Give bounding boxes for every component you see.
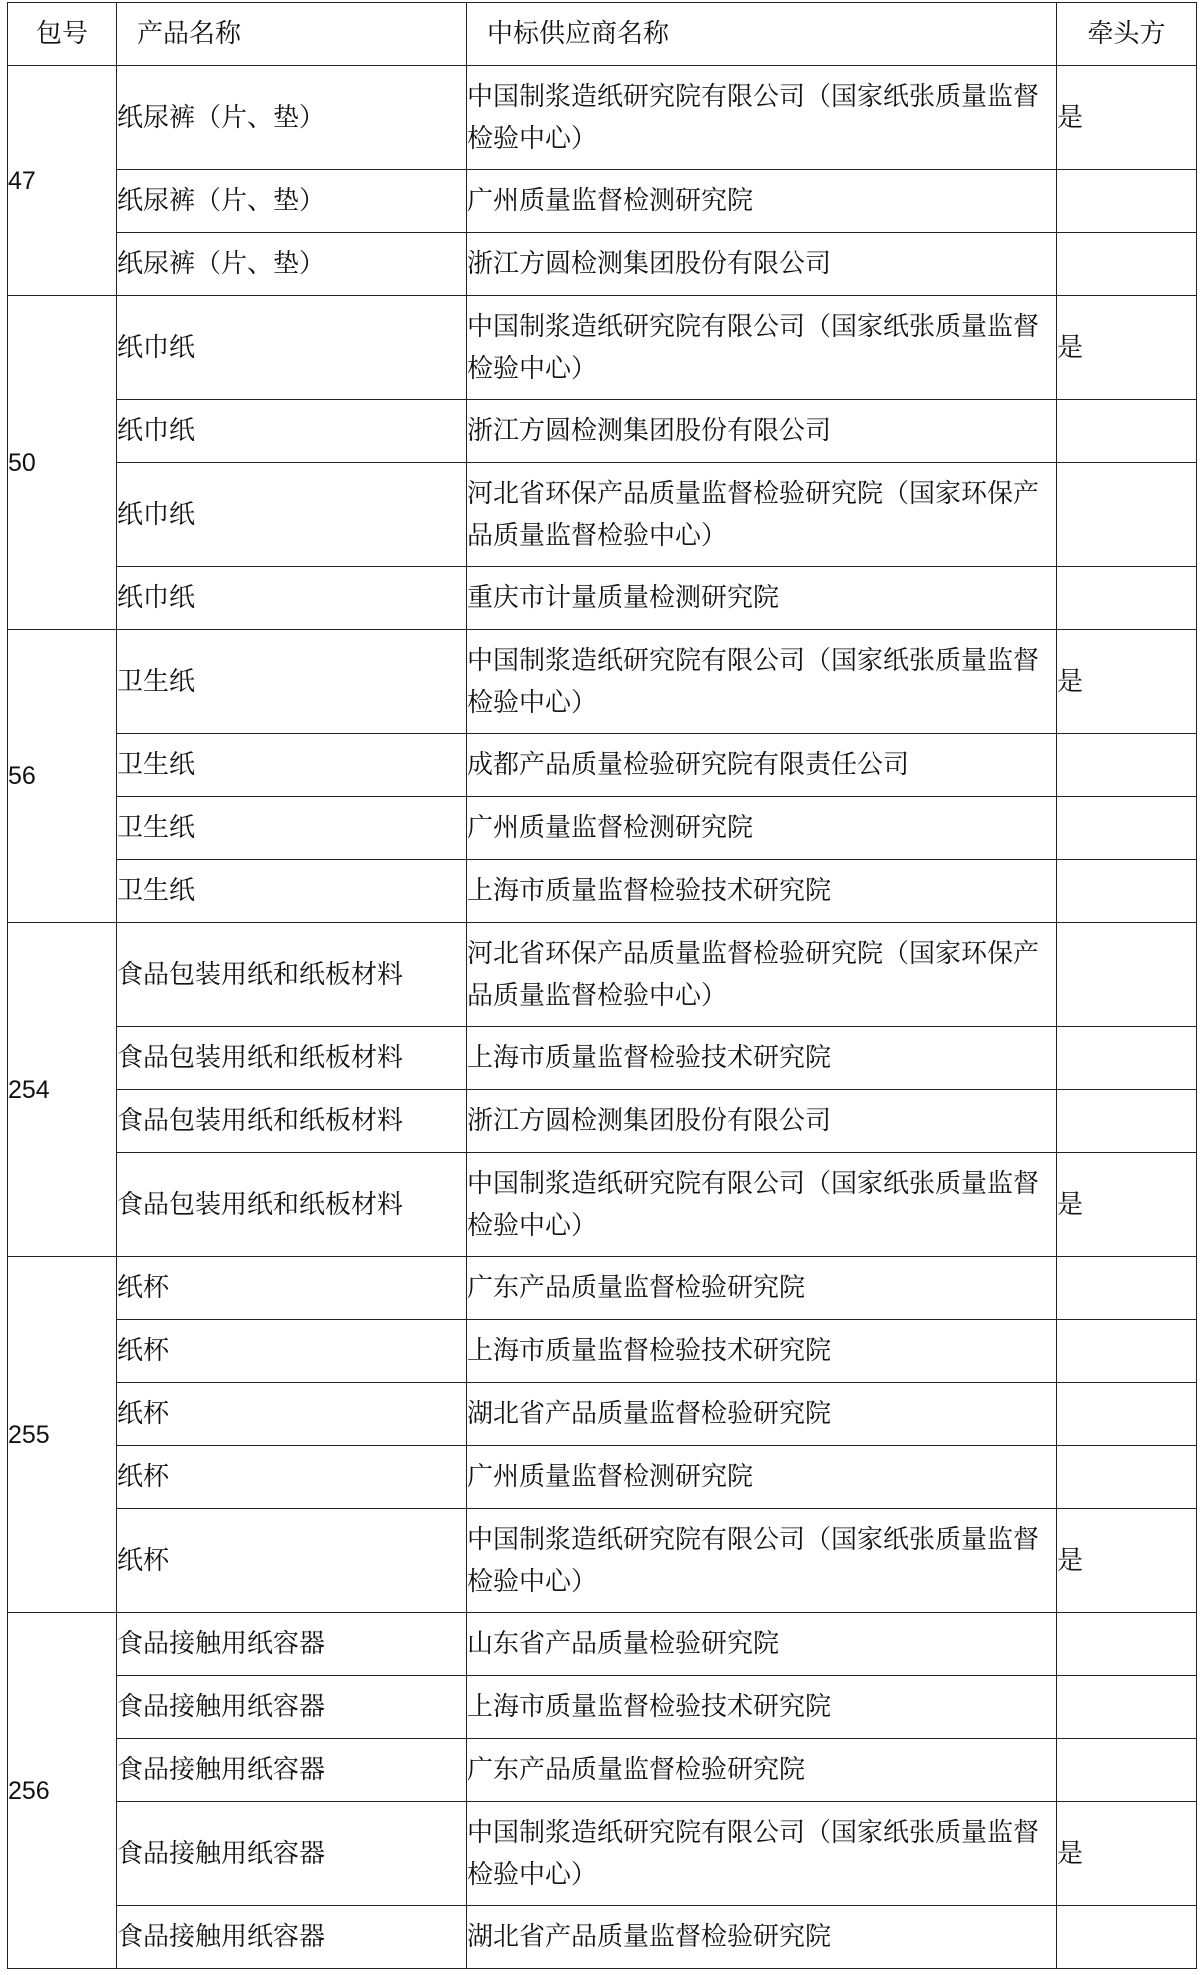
header-package: 包号: [8, 3, 117, 66]
product-name: 卫生纸: [117, 734, 467, 797]
header-supplier: 中标供应商名称: [467, 3, 1057, 66]
supplier-name: 中国制浆造纸研究院有限公司（国家纸张质量监督检验中心）: [467, 66, 1057, 170]
package-number: 50: [8, 296, 117, 630]
table-row: [8, 1090, 1197, 1153]
supplier-name: 浙江方圆检测集团股份有限公司: [467, 400, 1057, 463]
supplier-name: 广东产品质量监督检验研究院: [467, 1257, 1057, 1320]
product-name: 纸杯: [117, 1257, 467, 1320]
product-name: 食品接触用纸容器: [117, 1906, 467, 1969]
table-row: [8, 734, 1197, 797]
lead-flag: [1057, 1090, 1197, 1153]
lead-flag: [1057, 1320, 1197, 1383]
product-name: 卫生纸: [117, 860, 467, 923]
package-number: 47: [8, 66, 117, 296]
lead-flag: [1057, 1676, 1197, 1739]
product-name: 卫生纸: [117, 630, 467, 734]
table-row: [8, 170, 1197, 233]
product-name: 纸尿裤（片、垫）: [117, 170, 467, 233]
package-number: 255: [8, 1257, 117, 1613]
lead-flag: [1057, 463, 1197, 567]
lead-flag: [1057, 923, 1197, 1027]
package-number: 254: [8, 923, 117, 1257]
lead-flag: 是: [1057, 1509, 1197, 1613]
package-number: 56: [8, 630, 117, 923]
table-row: [8, 1906, 1197, 1969]
product-name: 纸巾纸: [117, 463, 467, 567]
supplier-name: 广东产品质量监督检验研究院: [467, 1739, 1057, 1802]
supplier-name: 成都产品质量检验研究院有限责任公司: [467, 734, 1057, 797]
table-row: [8, 1613, 1197, 1676]
lead-flag: [1057, 233, 1197, 296]
lead-flag: [1057, 860, 1197, 923]
product-name: 食品包装用纸和纸板材料: [117, 1153, 467, 1257]
product-name: 纸杯: [117, 1320, 467, 1383]
supplier-name: 浙江方圆检测集团股份有限公司: [467, 233, 1057, 296]
supplier-name: 河北省环保产品质量监督检验研究院（国家环保产品质量监督检验中心）: [467, 463, 1057, 567]
table-row: [8, 296, 1197, 400]
product-name: 纸杯: [117, 1509, 467, 1613]
table-row: [8, 66, 1197, 170]
table-row: [8, 1320, 1197, 1383]
supplier-name: 上海市质量监督检验技术研究院: [467, 1320, 1057, 1383]
supplier-name: 中国制浆造纸研究院有限公司（国家纸张质量监督检验中心）: [467, 1509, 1057, 1613]
table-row: [8, 567, 1197, 630]
lead-flag: [1057, 400, 1197, 463]
header-product: 产品名称: [117, 3, 467, 66]
lead-flag: [1057, 797, 1197, 860]
table-row: [8, 1802, 1197, 1906]
table-row: [8, 1257, 1197, 1320]
table-row: [8, 1509, 1197, 1613]
supplier-name: 中国制浆造纸研究院有限公司（国家纸张质量监督检验中心）: [467, 1802, 1057, 1906]
supplier-name: 上海市质量监督检验技术研究院: [467, 1027, 1057, 1090]
package-number: 256: [8, 1613, 117, 1969]
product-name: 食品接触用纸容器: [117, 1676, 467, 1739]
lead-flag: [1057, 1257, 1197, 1320]
supplier-name: 浙江方圆检测集团股份有限公司: [467, 1090, 1057, 1153]
lead-flag: 是: [1057, 296, 1197, 400]
table-row: [8, 233, 1197, 296]
header-lead: 牵头方: [1057, 3, 1197, 66]
supplier-name: 上海市质量监督检验技术研究院: [467, 860, 1057, 923]
supplier-name: 中国制浆造纸研究院有限公司（国家纸张质量监督检验中心）: [467, 1153, 1057, 1257]
lead-flag: [1057, 734, 1197, 797]
product-name: 纸巾纸: [117, 567, 467, 630]
table-body: [8, 66, 1197, 1969]
supplier-name: 广州质量监督检测研究院: [467, 797, 1057, 860]
product-name: 卫生纸: [117, 797, 467, 860]
product-name: 纸杯: [117, 1383, 467, 1446]
lead-flag: [1057, 1383, 1197, 1446]
lead-flag: 是: [1057, 1802, 1197, 1906]
supplier-name: 中国制浆造纸研究院有限公司（国家纸张质量监督检验中心）: [467, 296, 1057, 400]
supplier-name: 广州质量监督检测研究院: [467, 1446, 1057, 1509]
table-row: [8, 1739, 1197, 1802]
product-name: 食品包装用纸和纸板材料: [117, 1090, 467, 1153]
product-name: 纸巾纸: [117, 296, 467, 400]
table-row: [8, 923, 1197, 1027]
supplier-name: 广州质量监督检测研究院: [467, 170, 1057, 233]
product-name: 纸尿裤（片、垫）: [117, 66, 467, 170]
lead-flag: [1057, 1446, 1197, 1509]
product-name: 食品包装用纸和纸板材料: [117, 923, 467, 1027]
product-name: 纸尿裤（片、垫）: [117, 233, 467, 296]
table-row: [8, 400, 1197, 463]
lead-flag: [1057, 1739, 1197, 1802]
lead-flag: [1057, 567, 1197, 630]
table-row: [8, 1153, 1197, 1257]
lead-flag: 是: [1057, 66, 1197, 170]
header-row: [8, 3, 1197, 66]
supplier-name: 山东省产品质量检验研究院: [467, 1613, 1057, 1676]
product-name: 食品接触用纸容器: [117, 1739, 467, 1802]
supplier-name: 中国制浆造纸研究院有限公司（国家纸张质量监督检验中心）: [467, 630, 1057, 734]
table-row: [8, 797, 1197, 860]
lead-flag: [1057, 1906, 1197, 1969]
supplier-name: 重庆市计量质量检测研究院: [467, 567, 1057, 630]
product-name: 纸杯: [117, 1446, 467, 1509]
table-row: [8, 463, 1197, 567]
lead-flag: [1057, 170, 1197, 233]
product-name: 食品接触用纸容器: [117, 1802, 467, 1906]
lead-flag: [1057, 1027, 1197, 1090]
table-row: [8, 1446, 1197, 1509]
supplier-name: 上海市质量监督检验技术研究院: [467, 1676, 1057, 1739]
table-row: [8, 1027, 1197, 1090]
supplier-name: 湖北省产品质量监督检验研究院: [467, 1383, 1057, 1446]
lead-flag: [1057, 1613, 1197, 1676]
table-row: [8, 630, 1197, 734]
product-name: 纸巾纸: [117, 400, 467, 463]
table-row: [8, 1383, 1197, 1446]
lead-flag: 是: [1057, 1153, 1197, 1257]
supplier-name: 湖北省产品质量监督检验研究院: [467, 1906, 1057, 1969]
bid-results-table: [7, 2, 1197, 1969]
table-row: [8, 1676, 1197, 1739]
product-name: 食品接触用纸容器: [117, 1613, 467, 1676]
product-name: 食品包装用纸和纸板材料: [117, 1027, 467, 1090]
lead-flag: 是: [1057, 630, 1197, 734]
table-row: [8, 860, 1197, 923]
supplier-name: 河北省环保产品质量监督检验研究院（国家环保产品质量监督检验中心）: [467, 923, 1057, 1027]
